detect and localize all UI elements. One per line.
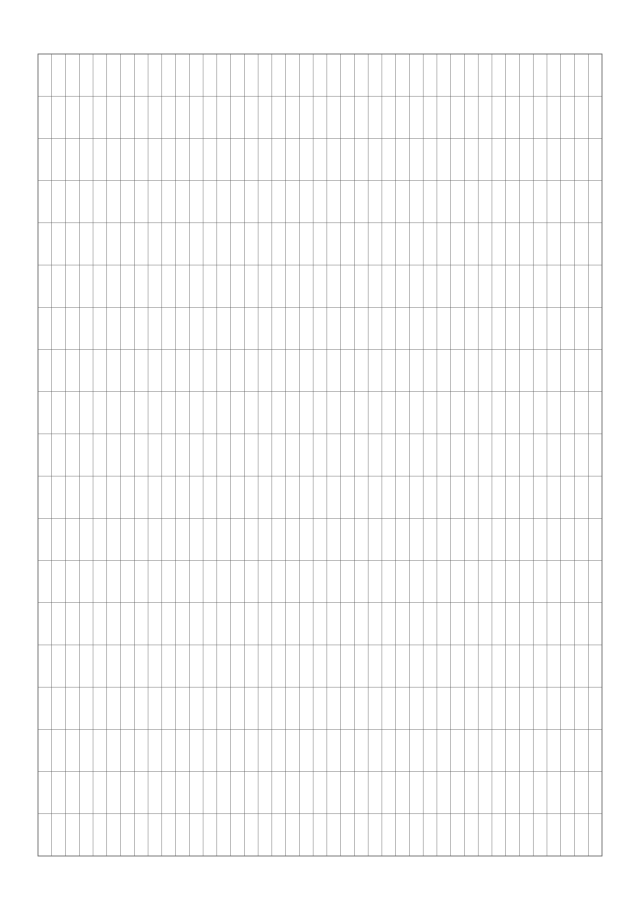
table-frame xyxy=(38,54,602,856)
